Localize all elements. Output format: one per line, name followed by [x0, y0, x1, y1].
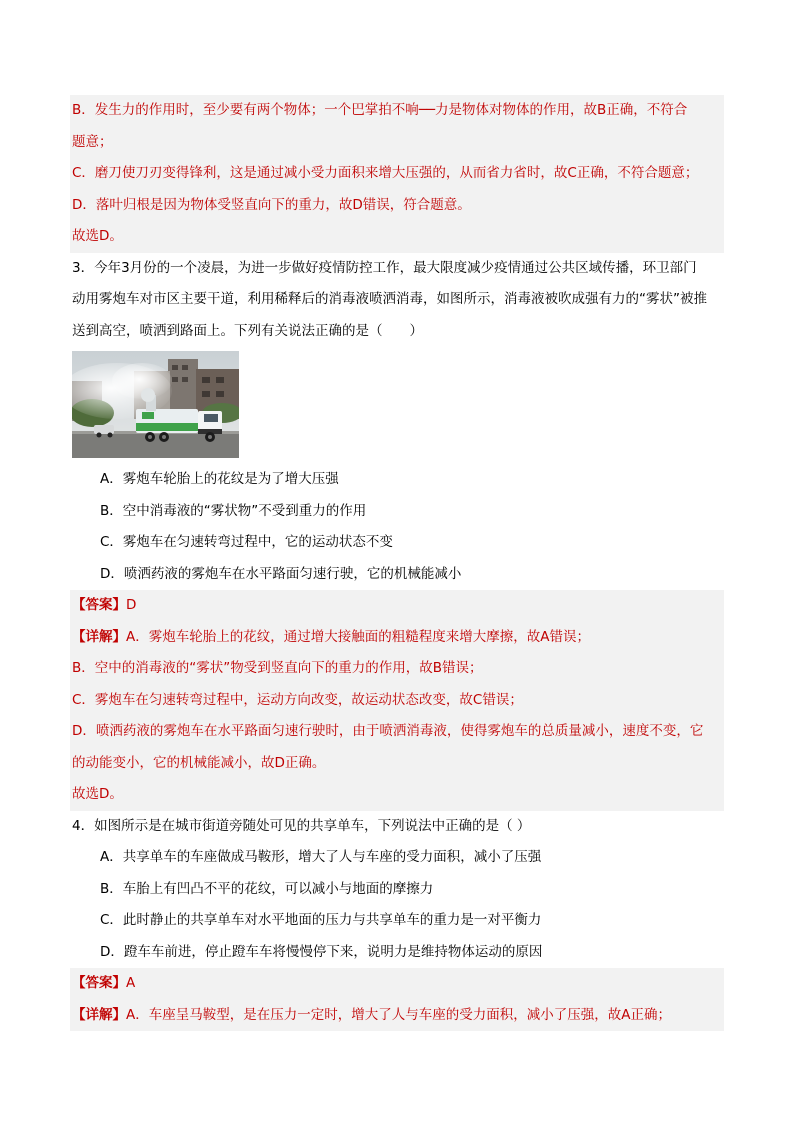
q3-detail-d1: D．喷洒药液的雾炮车在水平路面匀速行驶时，由于喷洒消毒液，使得雾炮车的总质量减小，速度不变，它 [72, 723, 704, 739]
q3-stem-line3: 送到高空，喷洒到路面上。下列有关说法正确的是（ ） [72, 322, 423, 339]
q4-option-a: A．共享单车的车座做成马鞍形，增大了人与车座的受力面积，减小了压强 [100, 849, 542, 865]
answer-value: D [126, 597, 137, 613]
fog-cannon-truck-photo [72, 351, 239, 458]
analysis-line-b2: 题意； [72, 133, 113, 150]
document-page [70, 95, 724, 1031]
q4-option-b: B．车胎上有凹凸不平的花纹，可以减小与地面的摩擦力 [100, 880, 434, 897]
q3-detail-b: B．空中的消毒液的“雾状”物受到竖直向下的重力的作用，故B错误； [72, 660, 483, 676]
detail-tag: 【详解】 [72, 628, 126, 645]
analysis-line-b1: B．发生力的作用时，至少要有两个物体；一个巴掌拍不响──力是物体对物体的作用，故B正确，不符合 [72, 102, 688, 118]
q3-answer-block [70, 590, 724, 811]
q4-option-c: C．此时静止的共享单车对水平地面的压力与共享单车的重力是一对平衡力 [100, 912, 542, 928]
detail-text: A．雾炮车轮胎上的花纹，通过增大接触面的粗糙程度来增大摩擦，故A错误； [126, 628, 590, 645]
q4-answer-block [70, 968, 724, 1031]
q4-stem: 4．如图所示是在城市街道旁随处可见的共享单车，下列说法中正确的是（ ） [72, 817, 531, 834]
q3-option-b: B．空中消毒液的“雾状物”不受到重力的作用 [100, 502, 367, 519]
q3-option-d: D．喷洒药液的雾炮车在水平路面匀速行驶，它的机械能减小 [100, 565, 462, 582]
q3-stem-line1: 3．今年3月份的一个凌晨，为进一步做好疫情防控工作，最大限度减少疫情通过公共区域传播，环卫部门 [72, 259, 697, 276]
q4-answer-line [70, 968, 724, 1000]
analysis-conclusion: 故选D。 [72, 228, 123, 244]
answer-tag: 【答案】 [72, 975, 126, 991]
q3-answer-line [70, 590, 724, 622]
analysis-line-d: D．落叶归根是因为物体受竖直向下的重力，故D错误，符合题意。 [72, 196, 471, 213]
q3-stem-line2: 动用雾炮车对市区主要干道，利用稀释后的消毒液喷洒消毒，如图所示，消毒液被吹成强有力的“雾状”被推 [72, 291, 707, 307]
q3-option-a: A．雾炮车轮胎上的花纹是为了增大压强 [100, 471, 339, 487]
q4-detail-a [70, 1000, 724, 1032]
detail-tag: 【详解】 [72, 1006, 126, 1023]
analysis-line-c: C．磨刀使刀刃变得锋利，这是通过减小受力面积来增大压强的，从而省力省时，故C正确，不符合题意； [72, 165, 699, 181]
q3-detail-c: C．雾炮车在匀速转弯过程中，运动方向改变，故运动状态改变，故C错误； [72, 691, 523, 708]
q3-conclusion: 故选D。 [72, 786, 123, 802]
answer-tag: 【答案】 [72, 597, 126, 613]
question-3 [70, 253, 724, 811]
question-4 [70, 811, 724, 1032]
q3-option-c: C．雾炮车在匀速转弯过程中，它的运动状态不变 [100, 534, 393, 550]
answer-value: A [126, 975, 136, 991]
q4-option-d: D．蹬车车前进，停止蹬车车将慢慢停下来，说明力是维持物体运动的原因 [100, 943, 543, 960]
prev-analysis-block [70, 95, 724, 253]
detail-text: A．车座呈马鞍型，是在压力一定时，增大了人与车座的受力面积，减小了压强，故A正确； [126, 1006, 671, 1023]
q3-detail-a [70, 622, 724, 654]
q3-detail-d2: 的动能变小，它的机械能减小，故D正确。 [72, 754, 326, 771]
